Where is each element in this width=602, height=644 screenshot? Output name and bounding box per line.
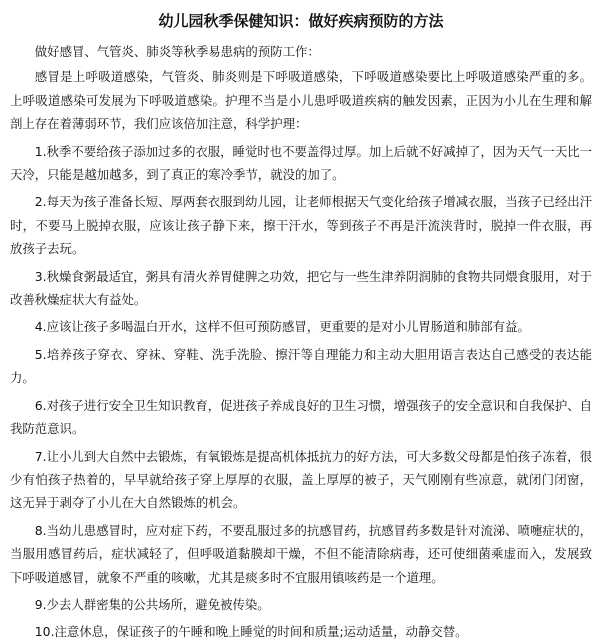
tip-item-7: 7.让小儿到大自然中去锻炼，有氧锻炼是提高机体抵抗力的好方法，可大多数父母都是怕孩子冻着，很少有怕孩子热着的，早早就给孩子穿上厚厚的衣服，盖上厚厚的被子，天气刚刚有些凉意，就闭门闭窗，这无异于剥夺了小儿在大自然锻炼的机会。 [10, 448, 592, 511]
tip-item-8: 8.当幼儿患感冒时，应对症下药，不要乱服过多的抗感冒药，抗感冒药多数是针对流涕、喷嚏症状的，当服用感冒药后，症状减轻了，但呼吸道黏膜却干燥，不但不能清除病毒，还可使细菌乘虚而入，发展致下呼吸道感冒，就象不严重的咳嗽，尤其是痰多时不宜服用镇咳药是一个道理。 [10, 522, 592, 585]
tip-item-9: 9.少去人群密集的公共场所，避免被传染。 [34, 596, 270, 612]
tip-item-4: 4.应该让孩子多喝温白开水，这样不但可预防感冒，更重要的是对小儿胃肠道和肺部有益。 [34, 319, 530, 335]
context-paragraph: 感冒是上呼吸道感染，气管炎、肺炎则是下呼吸道感染，下呼吸道感染要比上呼吸道感染严重的多。上呼吸道感染可发展为下呼吸道感染。护理不当是小儿患呼吸道疾病的触发因素，正因为小儿在生理和解剖上存在着薄弱环节，我们应该倍加注意，科学护理： [10, 69, 592, 132]
tip-item-2: 2.每天为孩子准备长短、厚两套衣服到幼儿园，让老师根据天气变化给孩子增减衣服，当孩子已经出汗时，不要马上脱掉衣服，应该让孩子静下来，擦干汗水，等到孩子不再是汗流浃背时，脱掉一件衣服，再放孩子去玩。 [10, 194, 592, 257]
tip-item-10: 10.注意休息，保证孩子的午睡和晚上睡觉的时间和质量;运动适量，动静交替。 [34, 624, 468, 640]
tip-item-3: 3.秋燥食粥最适宜，粥具有清火养胃健脾之功效，把它与一些生津养阴润肺的食物共同煨食服用，对于改善秋燥症状大有益处。 [10, 268, 592, 308]
tip-item-6: 6.对孩子进行安全卫生知识教育，促进孩子养成良好的卫生习惯，增强孩子的安全意识和自我保护、自我防范意识。 [10, 397, 592, 437]
intro-paragraph: 做好感冒、气管炎、肺炎等秋季易患病的预防工作： [34, 44, 320, 59]
tip-item-1: 1.秋季不要给孩子添加过多的衣服，睡觉时也不要盖得过厚。加上后就不好减掉了，因为天气一天比一天冷，只能是越加越多，到了真正的寒冷季节，就没的加了。 [10, 143, 592, 183]
tip-item-5: 5.培养孩子穿衣、穿袜、穿鞋、洗手洗脸、擦汗等自理能力和主动大胆用语言表达自己感受的表达能力。 [10, 346, 592, 386]
document-title: 幼儿园秋季保健知识：做好疾病预防的方法 [158, 12, 444, 30]
